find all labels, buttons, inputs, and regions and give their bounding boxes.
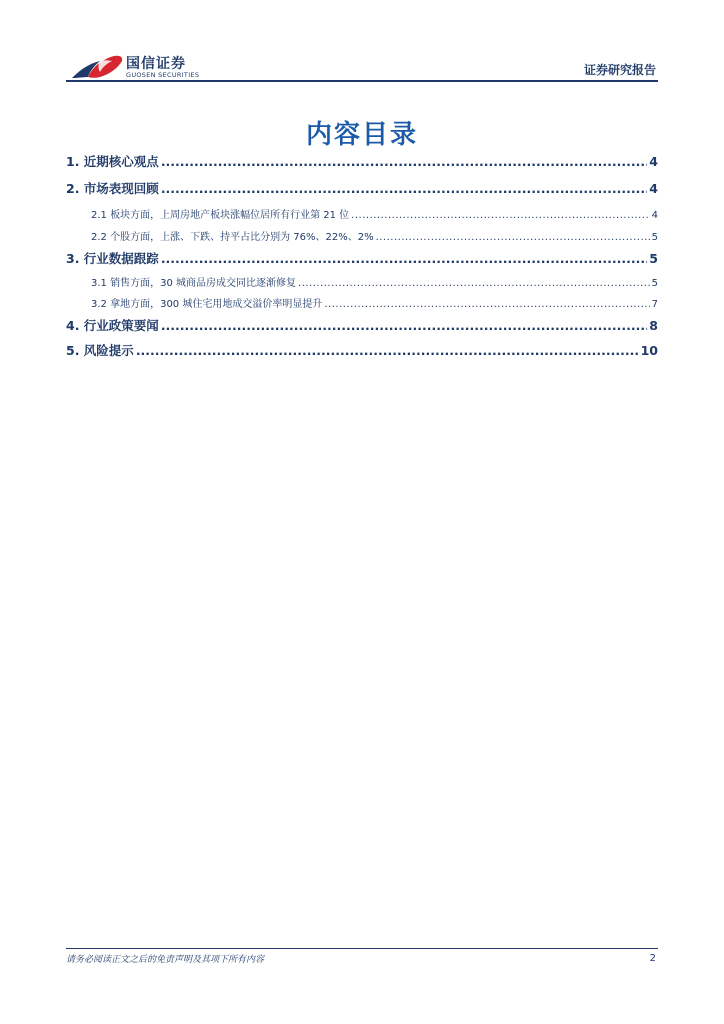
toc-entry-label: 5. 风险提示 — [66, 343, 134, 358]
toc-entry-page: 4 — [649, 154, 658, 169]
toc-subentry[interactable] — [66, 295, 658, 310]
toc-entry-page: 4 — [649, 181, 658, 196]
toc-leader-dots — [351, 210, 649, 221]
toc-entry-label: 2.1 板块方面，上周房地产板块涨幅位居所有行业第 21 位 — [91, 210, 350, 221]
toc-entry-label: 3.1 销售方面，30 城商品房成交同比逐渐修复 — [91, 278, 296, 289]
logo-english-name: GUOSEN SECURITIES — [126, 71, 200, 79]
toc-entry-page: 10 — [640, 343, 658, 358]
toc-entry-page: 8 — [649, 318, 658, 333]
toc-entry-page: 5 — [651, 232, 658, 243]
toc-title: 内容目录 — [305, 120, 418, 150]
toc-entry[interactable] — [66, 316, 658, 334]
toc-entry-label: 2. 市场表现回顾 — [66, 181, 159, 196]
toc-entry[interactable] — [66, 249, 658, 267]
toc-entry-label: 1. 近期核心观点 — [66, 154, 159, 169]
toc-entry[interactable] — [66, 179, 658, 197]
toc-leader-dots — [161, 318, 647, 333]
toc-entry-label: 4. 行业政策要闻 — [66, 318, 159, 333]
toc-leader-dots — [136, 343, 639, 358]
toc-subentry[interactable] — [66, 206, 658, 221]
toc-leader-dots — [161, 181, 647, 196]
toc-entry[interactable] — [66, 152, 658, 170]
toc-entry-label: 2.2 个股方面，上涨、下跌、持平占比分别为 76%、22%、2% — [91, 232, 374, 243]
toc-leader-dots — [298, 278, 650, 289]
toc-subentry[interactable] — [66, 274, 658, 289]
toc-entry-label: 3. 行业数据跟踪 — [66, 251, 159, 266]
footer-divider — [66, 948, 658, 949]
footer-disclaimer: 请务必阅读正文之后的免责声明及其项下所有内容 — [66, 955, 265, 965]
toc-leader-dots — [376, 232, 650, 243]
toc-leader-dots — [161, 154, 647, 169]
toc-subentry[interactable] — [66, 228, 658, 243]
toc-leader-dots — [161, 251, 647, 266]
toc-entry-page: 4 — [651, 210, 658, 221]
header-divider — [66, 80, 658, 82]
toc-entry-page: 7 — [651, 299, 658, 310]
report-type-label: 证券研究报告 — [583, 63, 656, 77]
toc-leader-dots — [324, 299, 649, 310]
page-number: 2 — [649, 953, 656, 964]
toc-entry-page: 5 — [651, 278, 658, 289]
page-header — [0, 0, 724, 90]
toc-entry-page: 5 — [649, 251, 658, 266]
toc-entry[interactable] — [66, 341, 658, 359]
logo-chinese-name: 国信证券 — [126, 56, 186, 72]
toc-entry-label: 3.2 拿地方面，300 城住宅用地成交溢价率明显提升 — [91, 299, 323, 310]
